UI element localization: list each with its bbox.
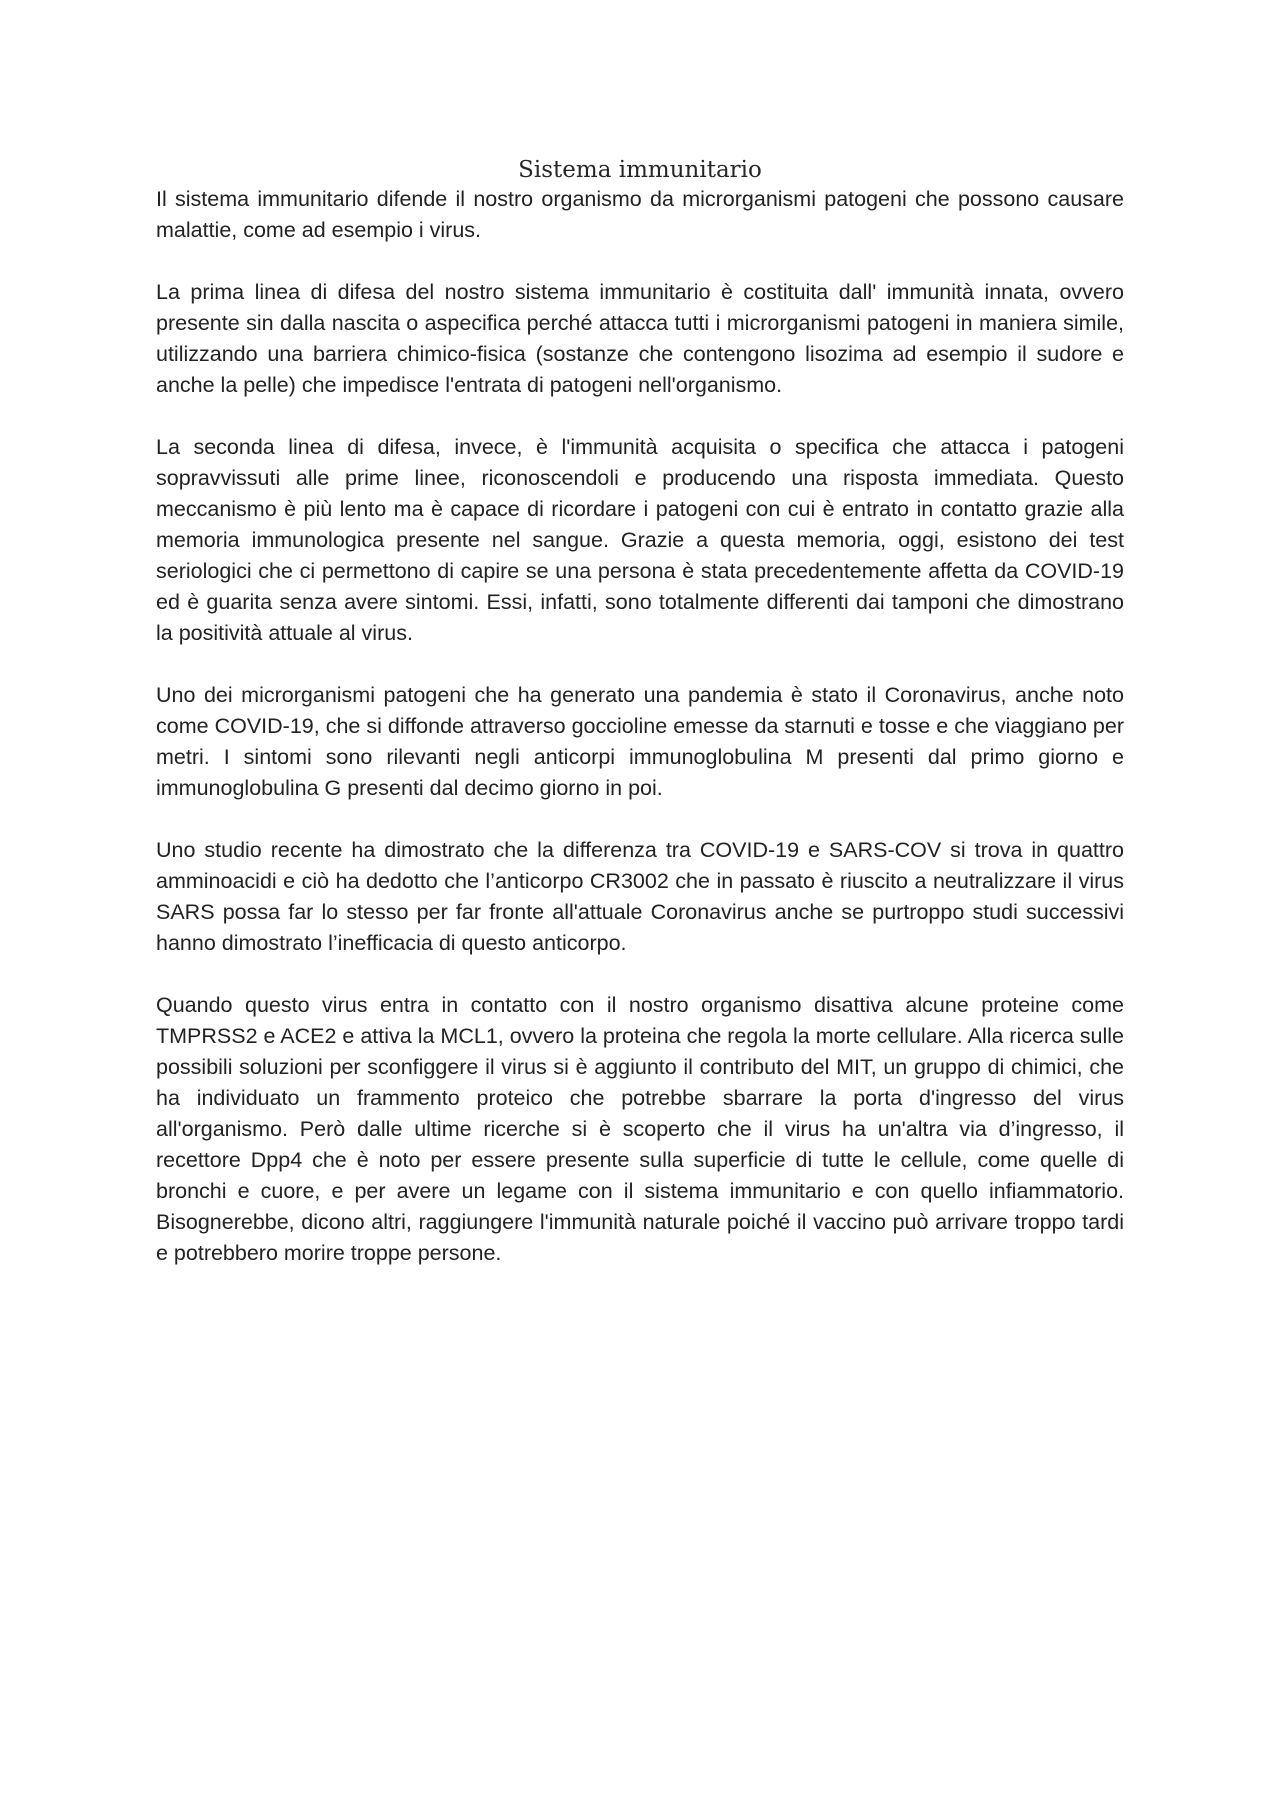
paragraph-study: Uno studio recente ha dimostrato che la differenza tra COVID-19 e SARS-COV si trova in quattro amminoacidi e ciò ha dedotto che l’anticorpo CR3002 che in passato è riuscito a neutralizzare il virus SARS possa far lo stesso per far fronte all'attuale Coronavirus anche se purtroppo studi successivi hanno dimostrato l’inefficacia di questo anticorpo.: [156, 838, 1124, 955]
paragraph-intro: Il sistema immunitario difende il nostro organismo da microrganismi patogeni che possono causare malattie, come ad esempio i virus.: [156, 187, 1124, 242]
document-title: Sistema immunitario: [518, 157, 762, 183]
paragraph-innate-immunity: La prima linea di difesa del nostro sistema immunitario è costituita dall' immunità innata, ovvero presente sin dalla nascita o aspecifica perché attacca tutti i microrganismi patogeni in maniera simile, utilizzando una barriera chimico-fisica (sostanze che contengono lisozima ad esempio il sudore e anche la pelle) che impedisce l'entrata di patogeni nell'organismo.: [156, 280, 1124, 397]
document-body: [156, 150, 1124, 1300]
paragraph-acquired-immunity: La seconda linea di difesa, invece, è l'immunità acquisita o specifica che attacca i patogeni sopravvissuti alle prime linee, riconoscendoli e producendo una risposta immediata. Questo meccanismo è più lento ma è capace di ricordare i patogeni con cui è entrato in contatto grazie alla memoria immunologica presente nel sangue. Grazie a questa memoria, oggi, esistono dei test seriologici che ci permettono di capire se una persona è stata precedentemente affetta da COVID-19 ed è guarita senza avere sintomi. Essi, infatti, sono totalmente differenti dai tamponi che dimostrano la positività attuale al virus.: [156, 435, 1124, 645]
paragraph-virus-entry: Quando questo virus entra in contatto con il nostro organismo disattiva alcune proteine come TMPRSS2 e ACE2 e attiva la MCL1, ovvero la proteina che regola la morte cellulare. Alla ricerca sulle possibili soluzioni per sconfiggere il virus si è aggiunto il contributo del MIT, un gruppo di chimici, che ha individuato un frammento proteico che potrebbe sbarrare la porta d'ingresso del virus all'organismo. Però dalle ultime ricerche si è scoperto che il virus ha un'altra via d’ingresso, il recettore Dpp4 che è noto per essere presente sulla superficie di tutte le cellule, come quelle di bronchi e cuore, e per avere un legame con il sistema immunitario e con quello infiammatorio. Bisognerebbe, dicono altri, raggiungere l'immunità naturale poiché il vaccino può arrivare troppo tardi e potrebbero morire troppe persone.: [156, 993, 1124, 1265]
paragraph-coronavirus: Uno dei microrganismi patogeni che ha generato una pandemia è stato il Coronavirus, anche noto come COVID-19, che si diffonde attraverso goccioline emesse da starnuti e tosse e che viaggiano per metri. I sintomi sono rilevanti negli anticorpi immunoglobulina M presenti dal primo giorno e immunoglobulina G presenti dal decimo giorno in poi.: [156, 683, 1124, 800]
